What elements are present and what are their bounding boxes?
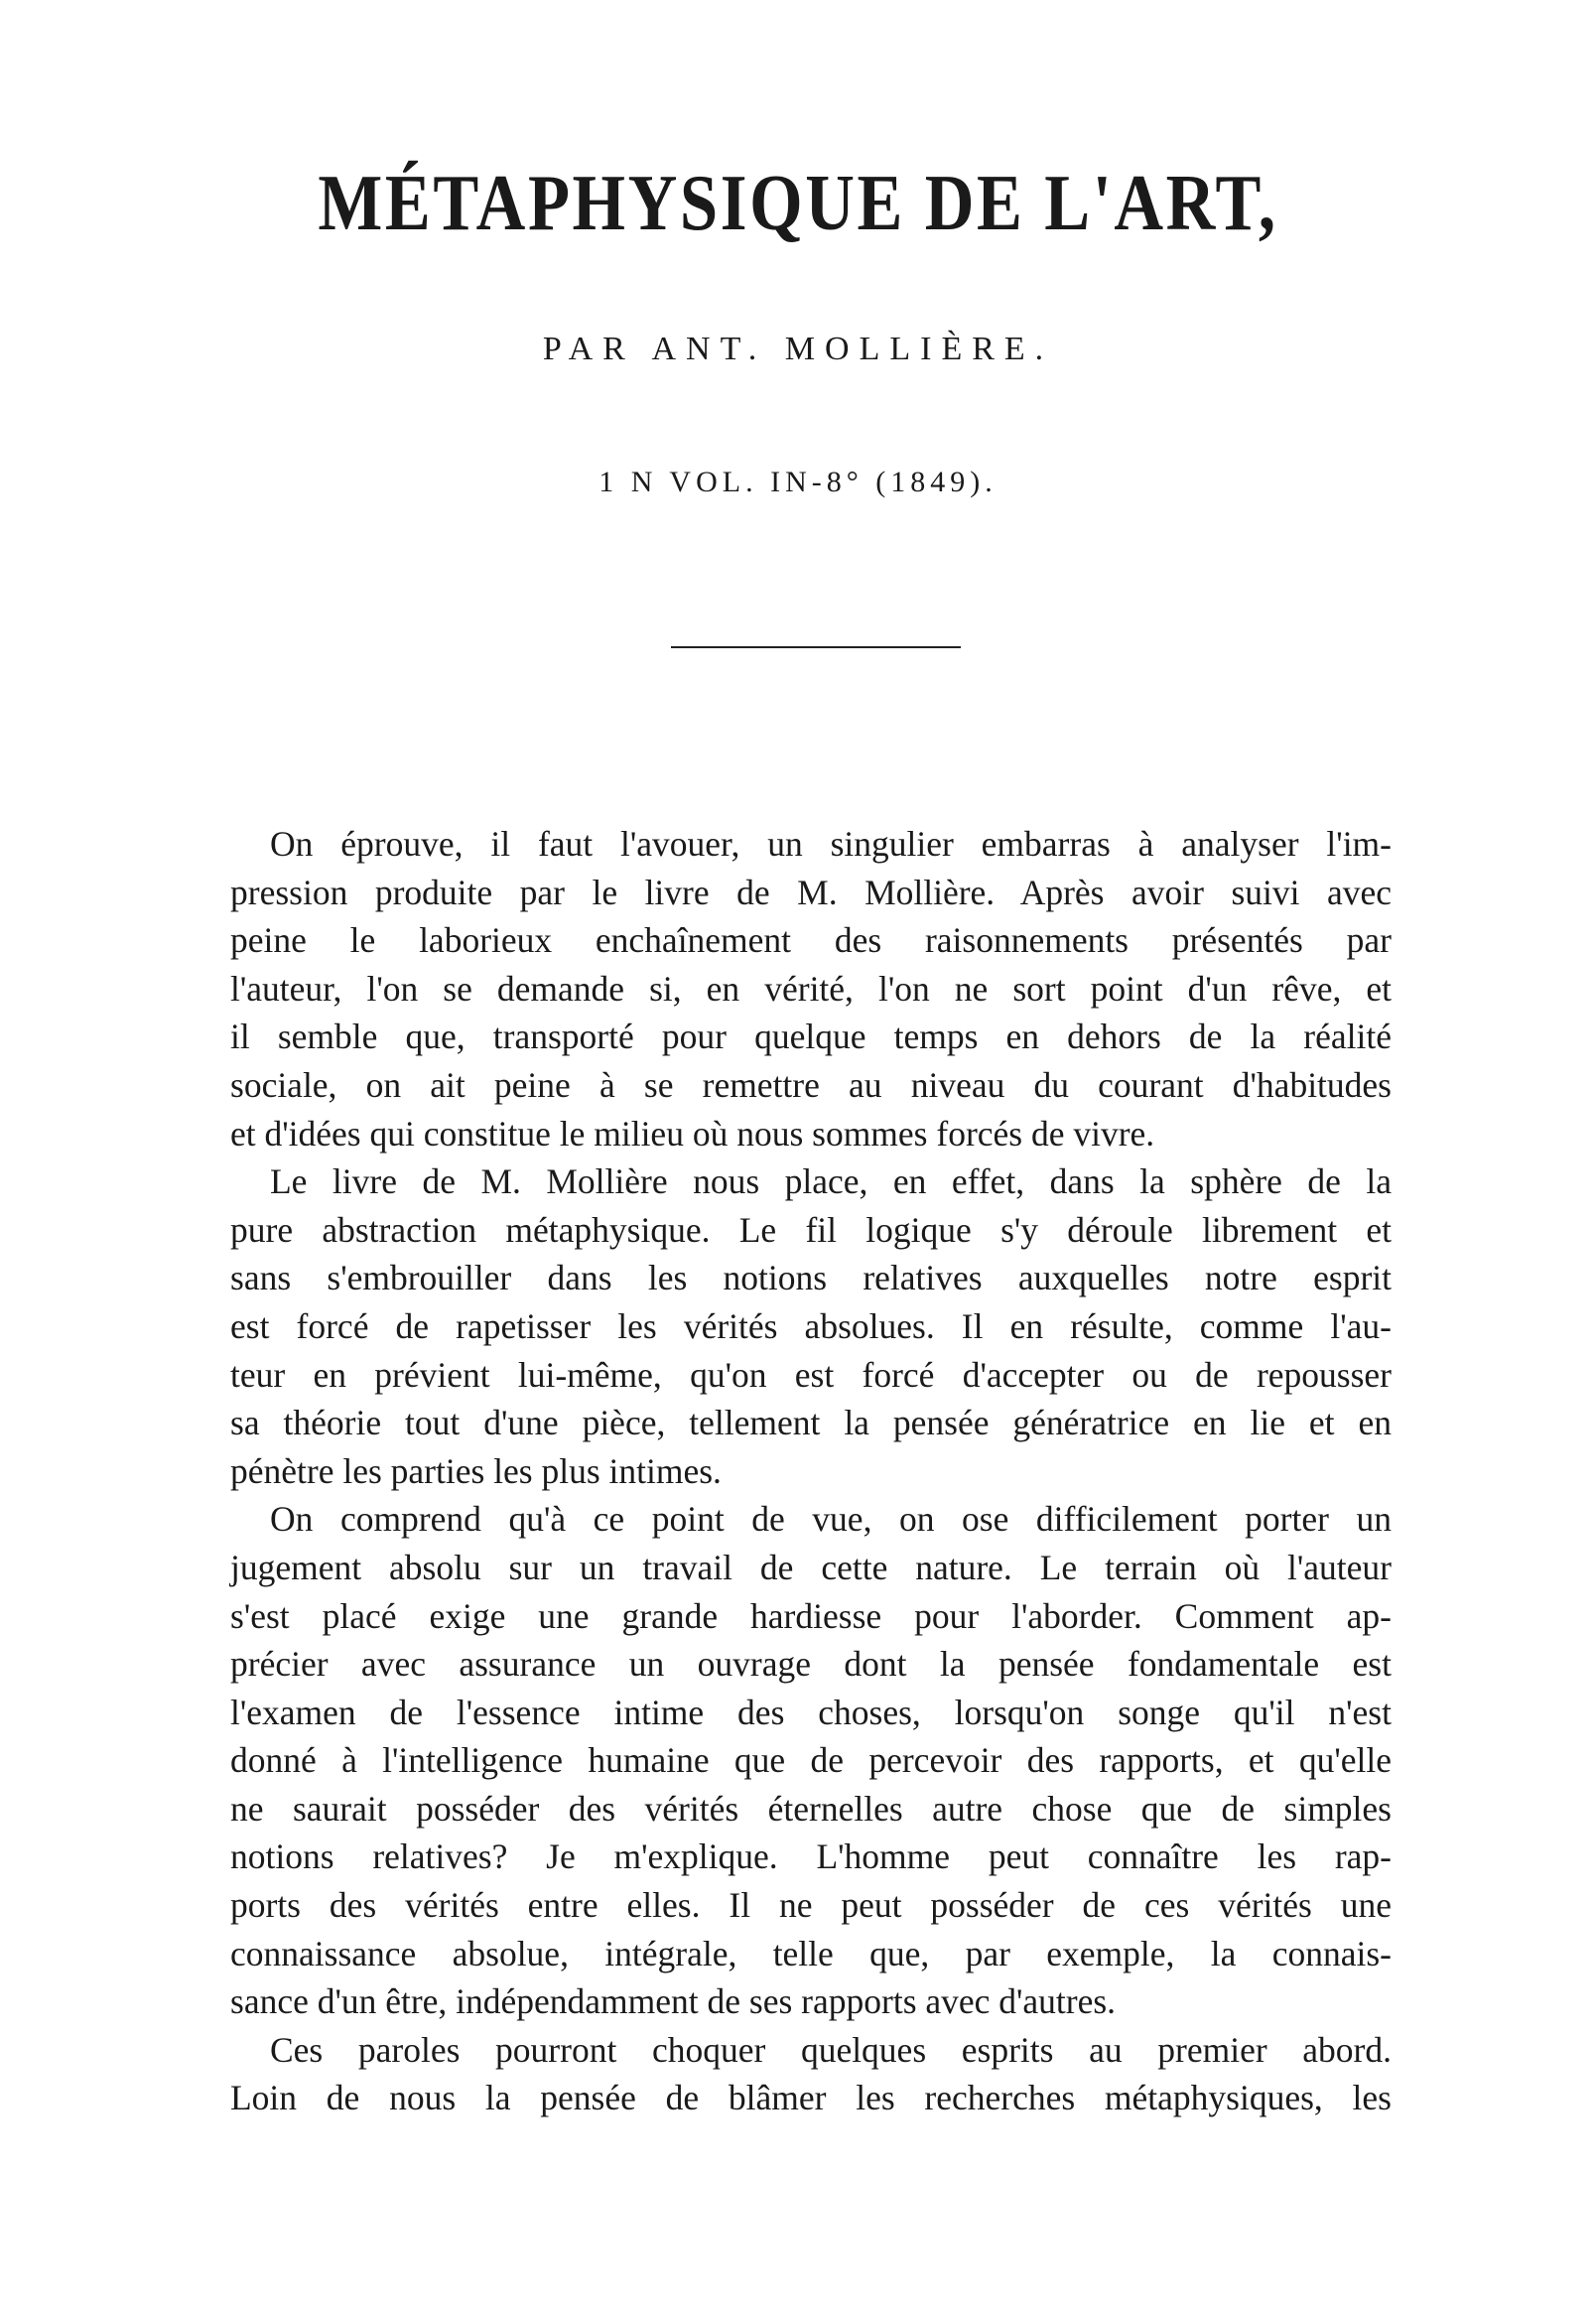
text-line: Ces paroles pourront choquer quelques esprits au premier abord. (270, 2029, 1392, 2070)
text-line: donné à l'intelligence humaine que de percevoir des rapports, et qu'elle (230, 1740, 1392, 1781)
text-line: Le livre de M. Mollière nous place, en effet, dans la sphère de la (270, 1161, 1392, 1202)
separator-rule (671, 646, 961, 648)
body-text (230, 820, 1392, 2122)
text-line: notions relatives? Je m'explique. L'homme peut connaître les rap- (230, 1836, 1392, 1877)
text-line: sa théorie tout d'une pièce, tellement la pensée génératrice en lie et en (230, 1403, 1392, 1443)
text-line: l'auteur, l'on se demande si, en vérité, l'on ne sort point d'un rêve, et (230, 968, 1392, 1009)
text-line: teur en prévient lui-même, qu'on est forcé d'accepter ou de repousser (230, 1354, 1392, 1395)
text-line: Loin de nous la pensée de blâmer les recherches métaphysiques, les (230, 2078, 1392, 2118)
text-line: sociale, on ait peine à se remettre au niveau du courant d'habitudes (230, 1064, 1392, 1105)
text-line: pression produite par le livre de M. Mollière. Après avoir suivi avec (230, 872, 1392, 912)
text-line: connaissance absolue, intégrale, telle que, par exemple, la connais- (230, 1933, 1392, 1973)
text-line: précier avec assurance un ouvrage dont la pensée fondamentale est (230, 1644, 1392, 1685)
text-line: ne saurait posséder des vérités éternelles autre chose que de simples (230, 1788, 1392, 1829)
page-title: MÉTAPHYSIQUE DE L'ART, (318, 160, 1278, 247)
text-line: peine le laborieux enchaînement des raisonnements présentés par (230, 920, 1392, 961)
text-line: sance d'un être, indépendamment de ses rapports avec d'autres. (230, 1981, 1117, 2022)
text-line: s'est placé exige une grande hardiesse pour l'aborder. Comment ap- (230, 1595, 1392, 1636)
edition-line: 1 N VOL. IN-8° (1849). (598, 466, 998, 498)
text-line: il semble que, transporté pour quelque temps en dehors de la réalité (230, 1017, 1392, 1057)
text-line: pénètre les parties les plus intimes. (230, 1450, 722, 1491)
text-line: On comprend qu'à ce point de vue, on ose difficilement porter un (270, 1499, 1392, 1540)
text-line: ports des vérités entre elles. Il ne peut posséder de ces vérités une (230, 1885, 1392, 1926)
text-line: pure abstraction métaphysique. Le fil logique s'y déroule librement et (230, 1209, 1392, 1250)
text-line: et d'idées qui constitue le milieu où nous sommes forcés de vivre. (230, 1113, 1155, 1154)
text-line: est forcé de rapetisser les vérités absolues. Il en résulte, comme l'au- (230, 1305, 1392, 1346)
text-line: sans s'embrouiller dans les notions relatives auxquelles notre esprit (230, 1258, 1392, 1298)
author-line: PAR ANT. MOLLIÈRE. (542, 331, 1054, 367)
text-line: On éprouve, il faut l'avouer, un singulier embarras à analyser l'im- (270, 824, 1392, 864)
text-line: l'examen de l'essence intime des choses, lorsqu'on songe qu'il n'est (230, 1692, 1392, 1732)
text-line: jugement absolu sur un travail de cette nature. Le terrain où l'auteur (230, 1547, 1392, 1587)
